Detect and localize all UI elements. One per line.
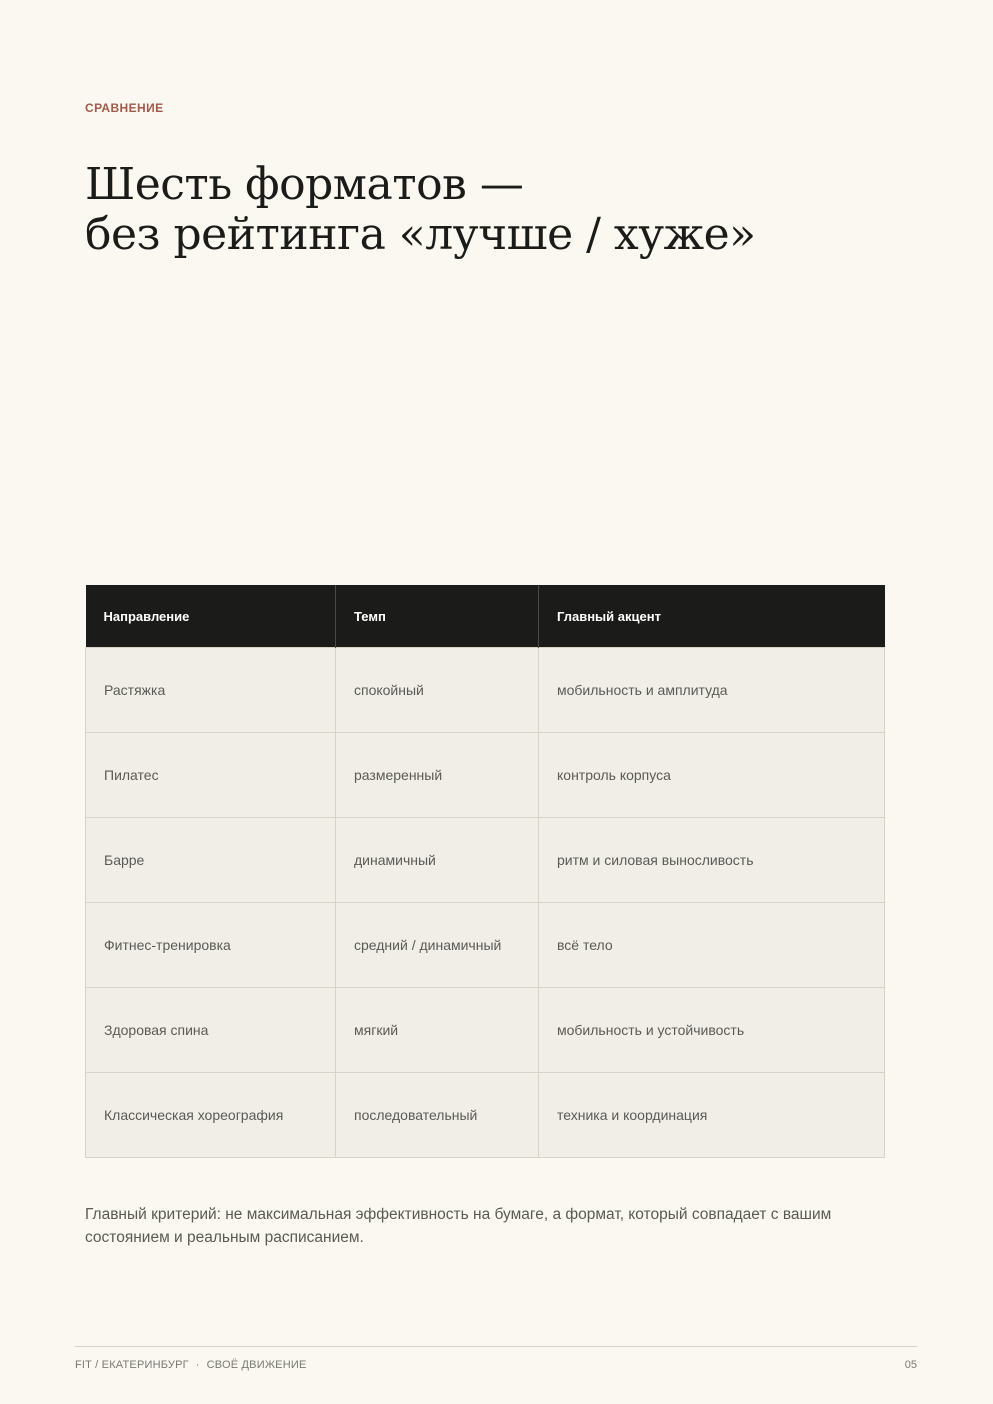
cell-direction: Фитнес-тренировка xyxy=(86,903,336,988)
footnote: Главный критерий: не максимальная эффективность на бумаге, а формат, который совпадает с вашим состоянием и реальным расписанием. xyxy=(85,1206,832,1246)
footer-tagline: СВОЁ ДВИЖЕНИЕ xyxy=(206,1359,307,1371)
cell-focus: всё тело xyxy=(539,903,885,988)
page-title-line-1: Шесть форматов — xyxy=(85,159,524,210)
cell-focus: мобильность и амплитуда xyxy=(539,648,885,733)
cell-direction: Классическая хореография xyxy=(86,1073,336,1158)
table-row xyxy=(86,1073,885,1158)
cell-pace: мягкий xyxy=(336,988,539,1073)
cell-direction: Растяжка xyxy=(86,648,336,733)
comparison-table xyxy=(85,585,885,1158)
cell-direction: Здоровая спина xyxy=(86,988,336,1073)
table-row xyxy=(86,648,885,733)
cell-focus: техника и координация xyxy=(539,1073,885,1158)
column-header-focus: Главный акцент xyxy=(539,585,885,648)
cell-focus: ритм и силовая выносливость xyxy=(539,818,885,903)
page-number: 05 xyxy=(904,1359,917,1371)
table-row xyxy=(86,818,885,903)
footer-left xyxy=(75,1359,307,1371)
cell-pace: последовательный xyxy=(336,1073,539,1158)
cell-pace: размеренный xyxy=(336,733,539,818)
footer-separator: · xyxy=(195,1359,200,1371)
table-row xyxy=(86,903,885,988)
cell-direction: Пилатес xyxy=(86,733,336,818)
cell-pace: средний / динамичный xyxy=(336,903,539,988)
table-row xyxy=(86,733,885,818)
table-row xyxy=(86,988,885,1073)
column-header-direction: Направление xyxy=(86,585,336,648)
cell-direction: Барре xyxy=(86,818,336,903)
cell-focus: контроль корпуса xyxy=(539,733,885,818)
table-header-row xyxy=(86,585,885,648)
cell-pace: динамичный xyxy=(336,818,539,903)
section-eyebrow: СРАВНЕНИЕ xyxy=(85,101,164,115)
column-header-pace: Темп xyxy=(336,585,539,648)
page-title-line-2: без рейтинга «лучше / хуже» xyxy=(85,209,756,260)
cell-pace: спокойный xyxy=(336,648,539,733)
footer-divider xyxy=(75,1346,917,1347)
footer-brand: FIT / ЕКАТЕРИНБУРГ xyxy=(75,1359,189,1371)
cell-focus: мобильность и устойчивость xyxy=(539,988,885,1073)
page-title xyxy=(85,160,756,260)
